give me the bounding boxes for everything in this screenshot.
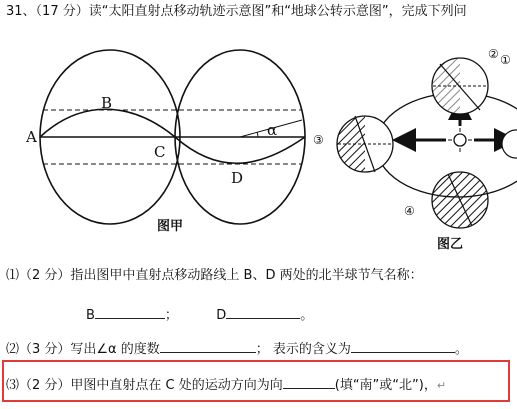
position-2: ② bbox=[488, 47, 499, 61]
figure-jia bbox=[25, 50, 305, 234]
sun-icon bbox=[448, 128, 472, 152]
earth-top bbox=[432, 58, 488, 114]
label-d: D bbox=[231, 169, 244, 187]
sub-question-3 bbox=[6, 375, 446, 394]
blank-b-label: B bbox=[86, 308, 95, 323]
paragraph-mark: ↵ bbox=[436, 379, 447, 392]
sub-question-3-tail: (填“南”或“北”)， bbox=[334, 378, 437, 393]
label-b: B bbox=[101, 94, 113, 112]
question-number: 31、 bbox=[6, 4, 36, 19]
sub-question-2-sep: ； 表示的含义为 bbox=[255, 342, 351, 357]
sub-question-1-blanks bbox=[86, 305, 313, 324]
sub-question-1 bbox=[6, 268, 423, 284]
sub-question-2 bbox=[6, 339, 468, 358]
position-1: ① bbox=[500, 53, 511, 67]
earth-right bbox=[502, 130, 517, 158]
figures-svg bbox=[0, 40, 517, 255]
blank-b[interactable] bbox=[95, 305, 165, 319]
position-4: ④ bbox=[404, 204, 415, 218]
blank-d-label: D bbox=[216, 308, 227, 323]
label-a: A bbox=[26, 128, 37, 146]
figures-area bbox=[0, 40, 517, 255]
figure-yi bbox=[313, 47, 517, 252]
sub-question-2-end: 。 bbox=[454, 342, 468, 357]
blank-alpha-meaning[interactable] bbox=[351, 339, 455, 353]
label-c: C bbox=[154, 143, 166, 161]
earth-bottom bbox=[432, 172, 488, 228]
label-alpha: α bbox=[267, 121, 278, 139]
sub-question-1-text: ⑴（2 分）指出图甲中直射点移动路线上 B、D 两处的北半球节气名称： bbox=[6, 268, 423, 283]
blank-separator: ； bbox=[164, 308, 178, 323]
sub-question-2-text: ⑵（3 分）写出∠α 的度数 bbox=[6, 342, 160, 357]
blank-direction[interactable] bbox=[283, 375, 335, 389]
blank-d[interactable] bbox=[226, 305, 300, 319]
sub-question-1-end: 。 bbox=[300, 308, 314, 323]
earth-left bbox=[337, 116, 393, 172]
caption-yi: 图乙 bbox=[437, 237, 464, 252]
question-title-text: （17 分）读“太阳直射点移动轨迹示意图”和“地球公转示意图”，完成下列问 bbox=[35, 4, 467, 19]
question-title bbox=[6, 4, 467, 20]
sub-question-3-text: ⑶（2 分）甲图中直射点在 C 处的运动方向为向 bbox=[6, 378, 283, 393]
caption-jia: 图甲 bbox=[157, 219, 184, 234]
position-3: ③ bbox=[313, 133, 324, 147]
blank-alpha-degree[interactable] bbox=[160, 339, 256, 353]
